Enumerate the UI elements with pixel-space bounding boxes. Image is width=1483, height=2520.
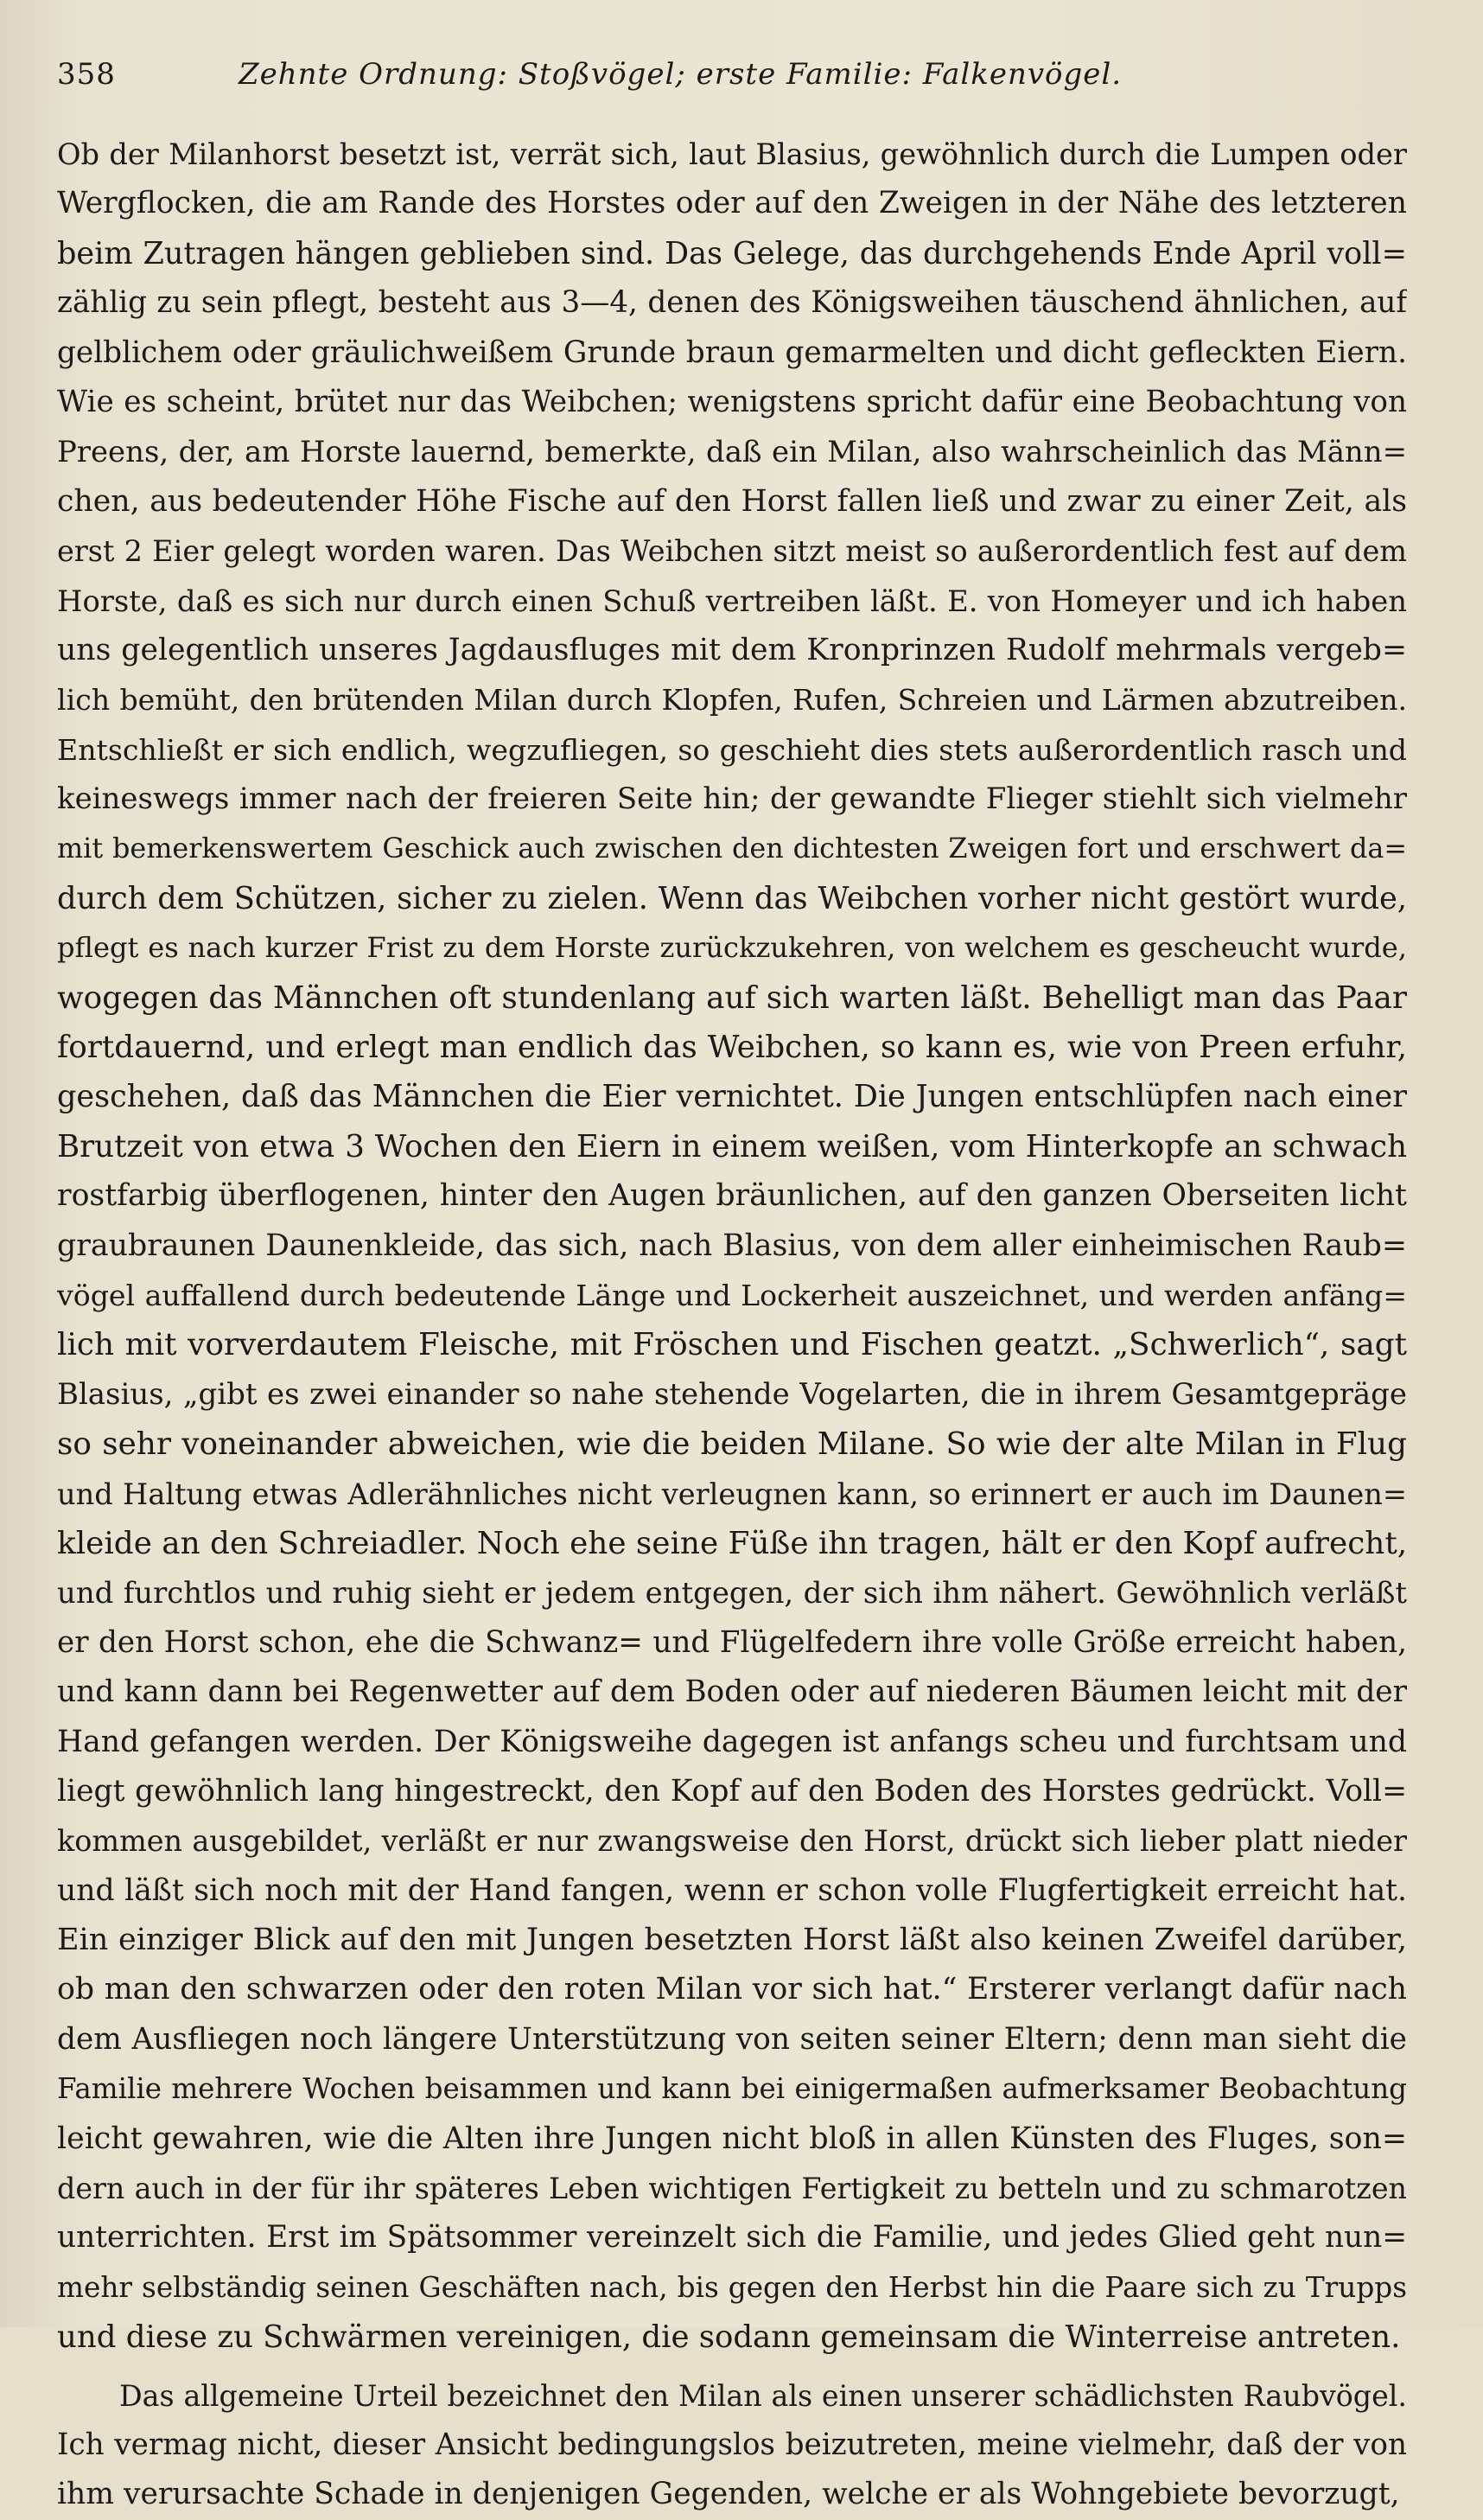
page-header	[57, 57, 1407, 118]
text-line: mit bemerkenswertem Geschick auch zwischen den dichtesten Zweigen fort und erschwert da=	[57, 832, 1407, 865]
text-line: leicht gewahren, wie die Alten ihre Jungen nicht bloß in allen Künsten des Fluges, son=	[57, 2121, 1407, 2156]
text-line: ihm verursachte Schade in denjenigen Gegenden, welche er als Wohngebiete bevorzugt,	[57, 2477, 1400, 2512]
text-line: uns gelegentlich unseres Jagdausfluges mit dem Kronprinzen Rudolf mehrmals vergeb=	[57, 632, 1407, 667]
text-line: Ich vermag nicht, dieser Ansicht bedingungslos beizutreten, meine vielmehr, daß der von	[57, 2427, 1407, 2462]
page-number: 358	[57, 57, 116, 92]
text-line: lich bemüht, den brütenden Milan durch Klopfen, Rufen, Schreien und Lärmen abzutreiben.	[57, 683, 1407, 718]
text-line: und Haltung etwas Adlerähnliches nicht verleugnen kann, so erinnert er auch im Daunen=	[57, 1477, 1407, 1511]
body-text	[57, 130, 1407, 2520]
text-line: vögel auffallend durch bedeutende Länge und Lockerheit auszeichnet, und werden anfäng=	[57, 1278, 1407, 1312]
text-line: beim Zutragen hängen geblieben sind. Das Gelege, das durchgehends Ende April voll=	[57, 235, 1407, 271]
text-line: und kann dann bei Regenwetter auf dem Boden oder auf niederen Bäumen leicht mit der	[57, 1675, 1407, 1710]
text-line: ob man den schwarzen oder den roten Milan vor sich hat.“ Ersterer verlangt dafür nach	[57, 1972, 1407, 2007]
text-line: gelblichem oder gräulichweißem Grunde braun gemarmelten und dicht gefleckten Eiern.	[57, 335, 1407, 370]
text-line: wogegen das Männchen oft stundenlang auf sich warten läßt. Behelligt man das Paar	[57, 979, 1407, 1016]
text-line: Brutzeit von etwa 3 Wochen den Eiern in einem weißen, vom Hinterkopfe an schwach	[57, 1128, 1407, 1164]
text-line: kleide an den Schreiadler. Noch ehe seine Füße ihn tragen, hält er den Kopf aufrecht,	[57, 1525, 1407, 1561]
text-line: Ob der Milanhorst besetzt ist, verrät sich, laut Blasius, gewöhnlich durch die Lumpen oder	[57, 137, 1407, 171]
text-line: mehr selbständig seinen Geschäften nach, bis gegen den Herbst hin die Paare sich zu Trupps	[57, 2270, 1407, 2304]
text-line: dern auch in der für ihr späteres Leben wichtigen Fertigkeit zu betteln und zu schmarotzen	[57, 2172, 1407, 2206]
running-title: Zehnte Ordnung: Stoßvögel; erste Familie: Falkenvögel.	[239, 57, 1123, 92]
text-line: kommen ausgebildet, verläßt er nur zwangsweise den Horst, drückt sich lieber platt nieder	[57, 1824, 1407, 1859]
text-line: fortdauernd, und erlegt man endlich das Weibchen, so kann es, wie von Preen erfuhr,	[57, 1030, 1407, 1066]
text-line: Blasius, „gibt es zwei einander so nahe stehende Vogelarten, die in ihrem Gesamtgepräge	[57, 1376, 1407, 1412]
text-line: dem Ausfliegen noch längere Unterstützung von seiten seiner Eltern; denn man sieht die	[57, 2021, 1407, 2057]
text-line: und furchtlos und ruhig sieht er jedem entgegen, der sich ihm nähert. Gewöhnlich verläßt	[57, 1576, 1407, 1611]
text-line: geschehen, daß das Männchen die Eier vernichtet. Die Jungen entschlüpfen nach einer	[57, 1079, 1407, 1115]
text-line: und diese zu Schwärmen vereinigen, die sodann gemeinsam die Winterreise antreten.	[57, 2319, 1401, 2356]
text-line: Wie es scheint, brütet nur das Weibchen; wenigstens spricht dafür eine Beobachtung von	[57, 384, 1407, 419]
text-line: lich mit vorverdautem Fleische, mit Fröschen und Fischen geatzt. „Schwerlich“, sagt	[57, 1327, 1407, 1363]
text-line: so sehr voneinander abweichen, wie die beiden Milane. So wie der alte Milan in Flug	[57, 1426, 1407, 1463]
text-line: Familie mehrere Wochen beisammen und kann bei einigermaßen aufmerksamer Beobachtung	[57, 2072, 1407, 2106]
text-line: pflegt es nach kurzer Frist zu dem Horste zurückzukehren, von welchem es gescheucht wurde,	[57, 931, 1407, 965]
paragraph	[57, 2371, 1407, 2520]
text-line: Das allgemeine Urteil bezeichnet den Milan als einen unserer schädlichsten Raubvögel.	[119, 2378, 1407, 2413]
text-line: rostfarbig überflogenen, hinter den Augen bräunlichen, auf den ganzen Oberseiten licht	[57, 1178, 1407, 1214]
text-line: keineswegs immer nach der freieren Seite hin; der gewandte Flieger stiehlt sich vielmehr	[57, 782, 1407, 817]
text-line: graubraunen Daunenkleide, das sich, nach Blasius, von dem aller einheimischen Raub=	[57, 1228, 1407, 1263]
text-line: unterrichten. Erst im Spätsommer vereinzelt sich die Familie, und jedes Glied geht nun=	[57, 2220, 1407, 2255]
paragraph-gap	[57, 2363, 1407, 2371]
text-line: Preens, der, am Horste lauernd, bemerkte, daß ein Milan, also wahrscheinlich das Männ=	[57, 435, 1407, 469]
text-line: erst 2 Eier gelegt worden waren. Das Weibchen sitzt meist so außerordentlich fest auf dem	[57, 534, 1407, 569]
text-line: liegt gewöhnlich lang hingestreckt, den Kopf auf den Boden des Horstes gedrückt. Voll=	[57, 1773, 1407, 1809]
text-line: Horste, daß es sich nur durch einen Schuß vertreiben läßt. E. von Homeyer und ich haben	[57, 584, 1407, 618]
text-line: Ein einziger Blick auf den mit Jungen besetzten Horst läßt also keinen Zweifel darüber,	[57, 1923, 1407, 1958]
text-line: Entschließt er sich endlich, wegzufliegen, so geschieht dies stets außerordentlich rasch und	[57, 732, 1407, 767]
text-line: durch dem Schützen, sicher zu zielen. Wenn das Weibchen vorher nicht gestört wurde,	[57, 880, 1407, 916]
text-line: Hand gefangen werden. Der Königsweihe dagegen ist anfangs scheu und furchtsam und	[57, 1724, 1407, 1759]
paragraph	[57, 130, 1407, 2363]
text-line: chen, aus bedeutender Höhe Fische auf den Horst fallen ließ und zwar zu einer Zeit, als	[57, 483, 1407, 519]
text-line: er den Horst schon, ehe die Schwanz= und Flügelfedern ihre volle Größe erreicht haben,	[57, 1624, 1407, 1660]
text-line: zählig zu sein pflegt, besteht aus 3—4, denen des Königsweihen täuschend ähnlichen, auf	[57, 285, 1407, 321]
text-line: Wergflocken, die am Rande des Horstes oder auf den Zweigen in der Nähe des letzteren	[57, 186, 1407, 221]
text-line: und läßt sich noch mit der Hand fangen, wenn er schon volle Flugfertigkeit erreicht hat.	[57, 1872, 1407, 1908]
